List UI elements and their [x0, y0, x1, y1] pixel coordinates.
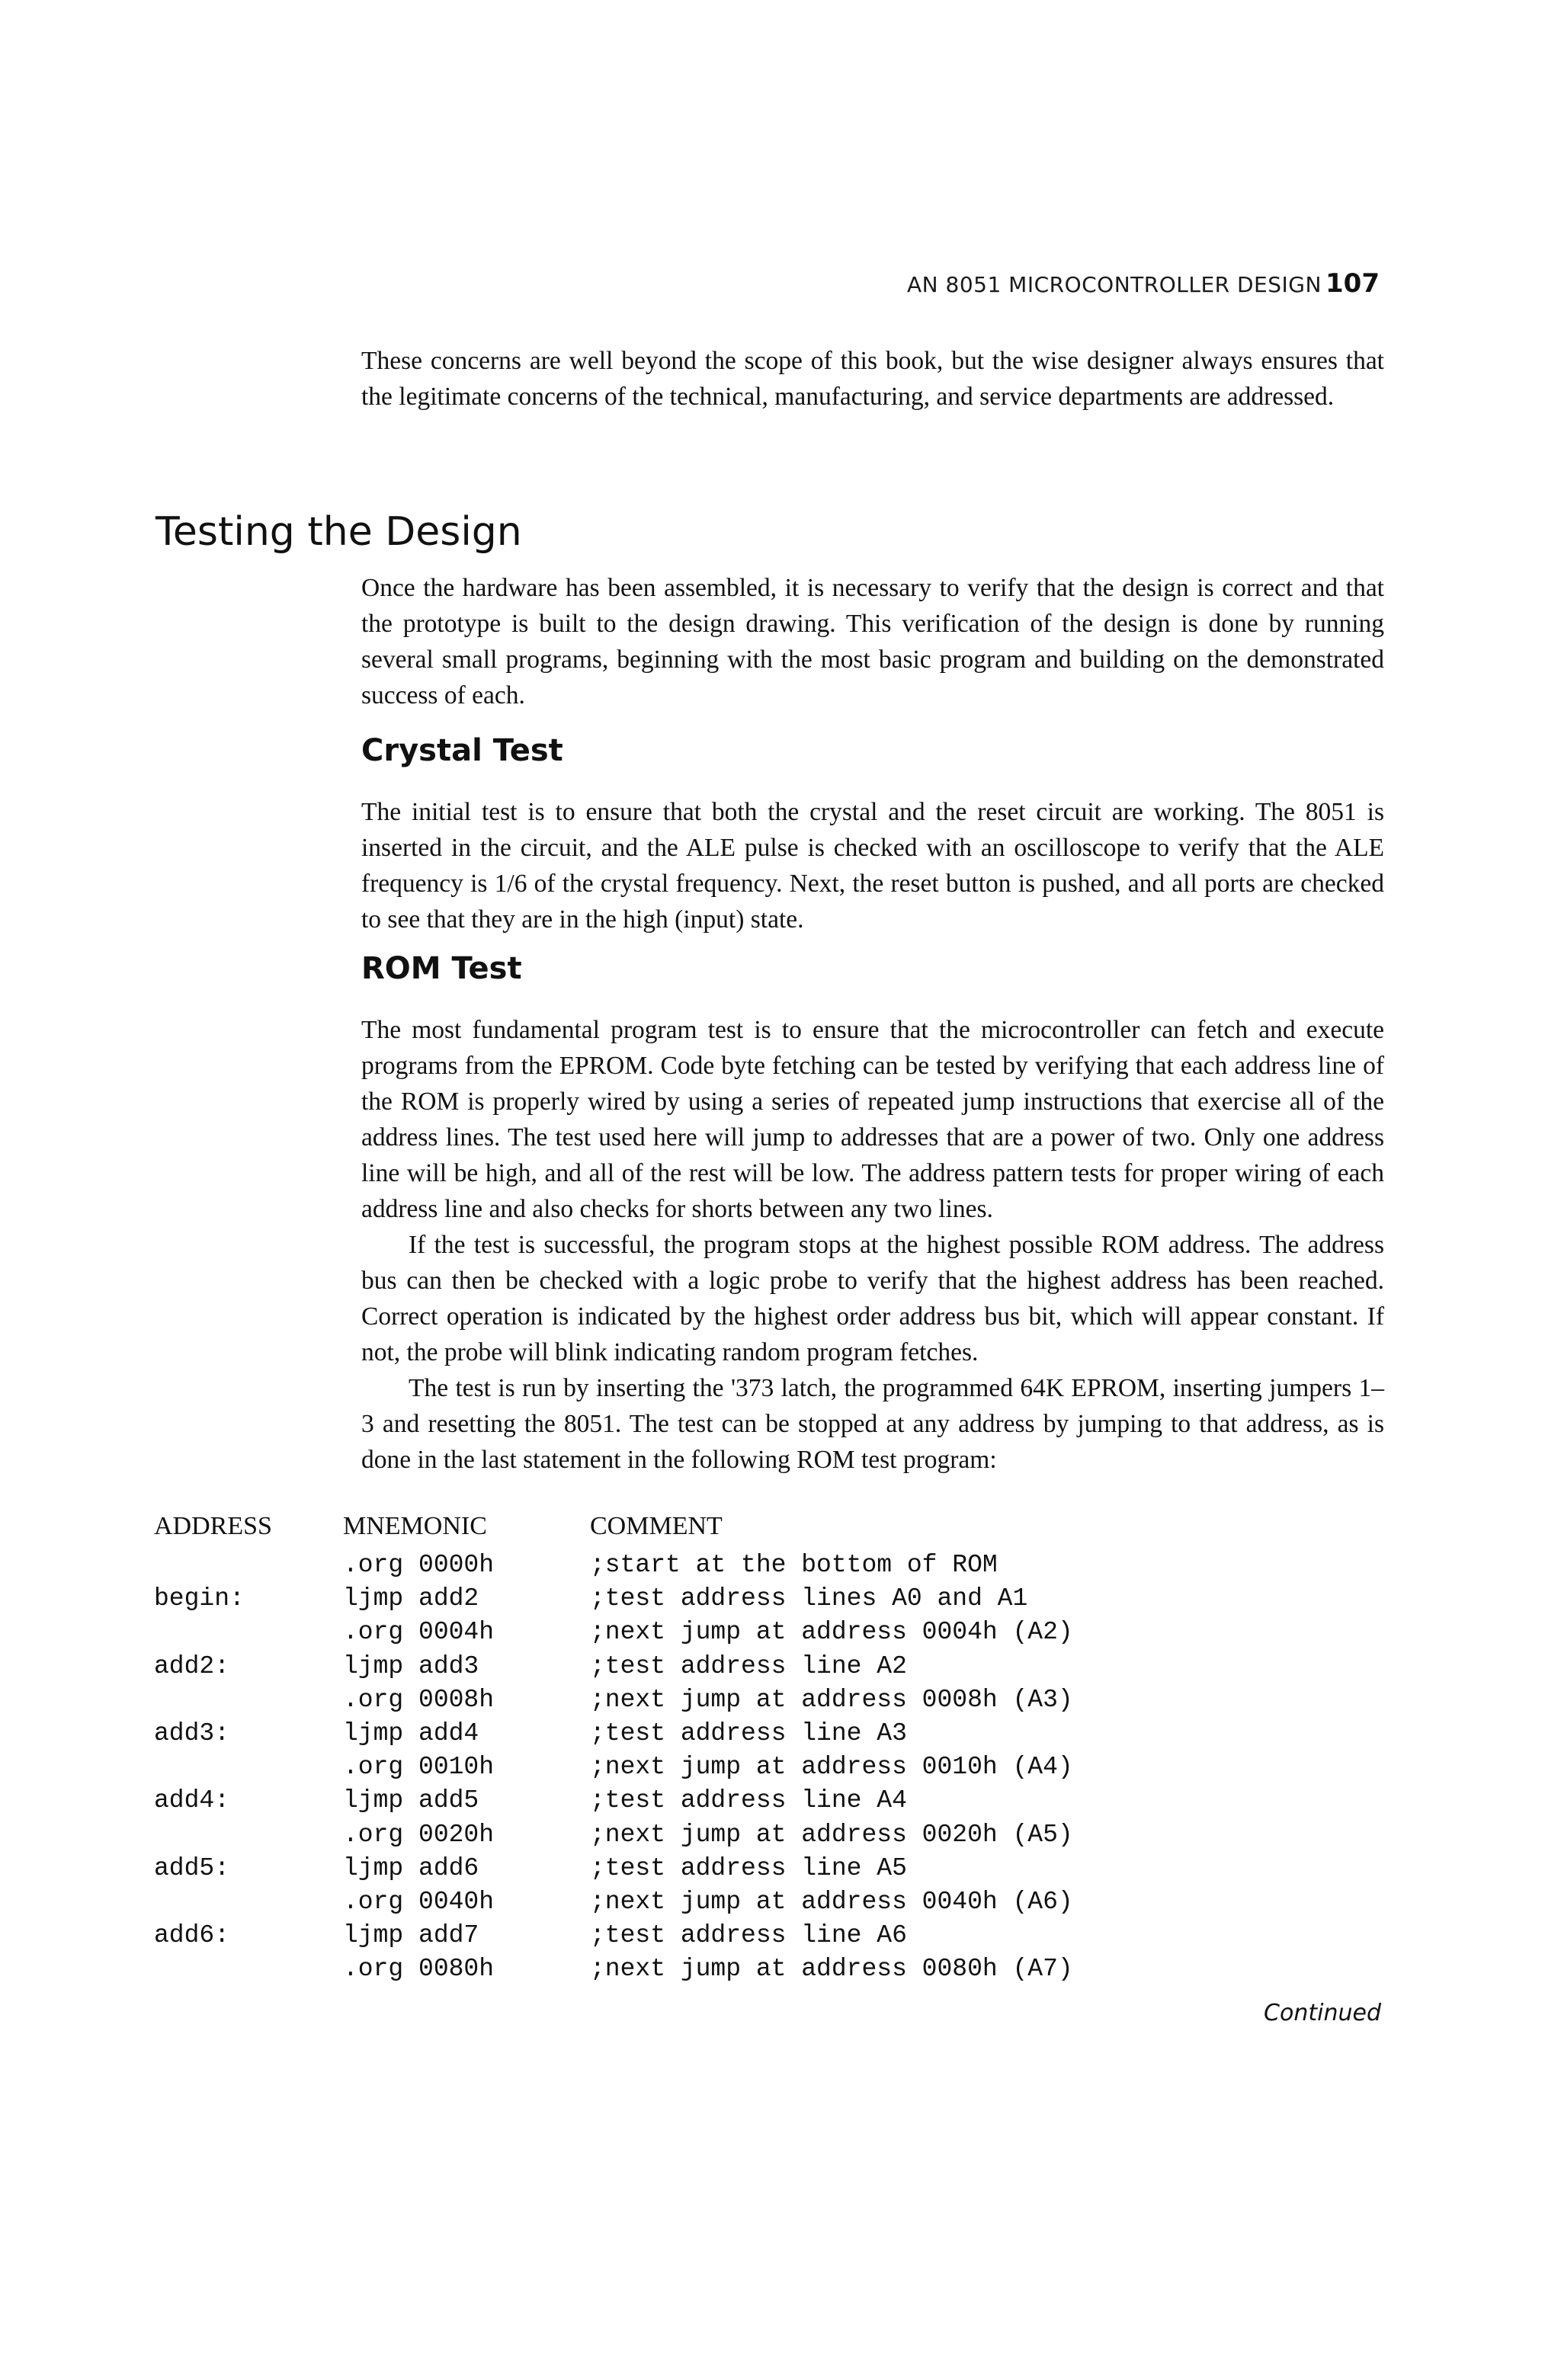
code-address: add2:	[154, 1651, 230, 1680]
code-row	[152, 1885, 1387, 1919]
code-mnemonic: ljmp add6	[343, 1853, 479, 1882]
code-row	[152, 1818, 1387, 1852]
page-number: 107	[1325, 268, 1380, 299]
code-comment: ;test address line A3	[590, 1719, 907, 1747]
code-comment: ;test address line A5	[590, 1853, 907, 1882]
code-mnemonic: .org 0004h	[343, 1618, 495, 1647]
rom-test-paragraph-3: The test is run by inserting the '373 latch, the programmed 64K EPROM, inserting jumpers 1–3 and resetting the 8051. The test can be stopped at any address by jumping to that address, as is done in the last statement in the following ROM test program:	[361, 1374, 1384, 1474]
code-comment: ;next jump at address 0010h (A4)	[590, 1753, 1073, 1782]
code-row	[152, 1784, 1387, 1818]
code-mnemonic: .org 0008h	[343, 1685, 495, 1714]
code-comment: ;test address line A2	[590, 1651, 907, 1680]
code-row	[152, 1852, 1387, 1885]
code-comment: ;next jump at address 0004h (A2)	[590, 1618, 1073, 1647]
mnemonic-column-header: MNEMONIC	[343, 1512, 487, 1540]
code-mnemonic: .org 0020h	[343, 1820, 495, 1849]
code-row	[152, 1919, 1387, 1952]
crystal-test-paragraph: The initial test is to ensure that both the crystal and the reset circuit are working. The 8051 is inserted in the circuit, and the ALE pulse is checked with an oscilloscope to verify that the ALE frequency is 1/6 of the crystal frequency. Next, the reset button is pushed, and all ports are checked to see that they are in the high (input) state.	[361, 798, 1384, 934]
rom-test-title: ROM Test	[361, 951, 522, 986]
code-row	[152, 1650, 1387, 1683]
code-comment: ;next jump at address 0080h (A7)	[590, 1955, 1073, 1984]
code-comment: ;next jump at address 0040h (A6)	[590, 1887, 1073, 1916]
code-mnemonic: .org 0080h	[343, 1955, 495, 1984]
rom-test-paragraph-2: If the test is successful, the program stops at the highest possible ROM address. The address bus can then be checked with a logic probe to verify that the highest address has been reached. Correct operation is indicated by the highest order address bus bit, which will appear constant. If not, the probe will blink indicating random program fetches.	[361, 1231, 1384, 1366]
code-comment: ;next jump at address 0020h (A5)	[590, 1820, 1073, 1849]
running-header	[907, 268, 1380, 299]
comment-column-header: COMMENT	[590, 1512, 723, 1540]
code-address: add6:	[154, 1921, 230, 1950]
rom-test-program	[152, 1512, 1387, 1986]
code-address: add5:	[154, 1853, 230, 1882]
code-row	[152, 1683, 1387, 1717]
code-mnemonic: .org 0000h	[343, 1551, 495, 1579]
program-column-headers	[152, 1512, 1387, 1549]
code-mnemonic: .org 0040h	[343, 1887, 495, 1916]
code-comment: ;start at the bottom of ROM	[590, 1551, 998, 1579]
code-mnemonic: .org 0010h	[343, 1753, 495, 1782]
continued-note: Continued	[1264, 2000, 1381, 2026]
code-row	[152, 1549, 1387, 1582]
code-comment: ;test address line A6	[590, 1921, 907, 1950]
section-title: Testing the Design	[155, 509, 522, 555]
code-row	[152, 1952, 1387, 1986]
crystal-test-title: Crystal Test	[361, 733, 563, 768]
code-mnemonic: ljmp add4	[343, 1719, 479, 1747]
code-row	[152, 1616, 1387, 1649]
code-row	[152, 1582, 1387, 1616]
intro-paragraph: These concerns are well beyond the scope of this book, but the wise designer always ensures that the legitimate concerns of the technical, manufacturing, and service departments are addressed.	[361, 347, 1384, 411]
code-address: begin:	[154, 1584, 245, 1613]
section-paragraph: Once the hardware has been assembled, it is necessary to verify that the design is correct and that the prototype is built to the design drawing. This verification of the design is done by running several small programs, beginning with the most basic program and building on the demonstrated success of each.	[361, 574, 1384, 710]
rom-test-paragraph-1: The most fundamental program test is to ensure that the microcontroller can fetch and execute programs from the EPROM. Code byte fetching can be tested by verifying that each address line of the ROM is properly wired by using a series of repeated jump instructions that exercise all of the address lines. The test used here will jump to addresses that are a power of two. Only one address line will be high, and all of the rest will be low. The address pattern tests for proper wiring of each address line and also checks for shorts between any two lines.	[361, 1016, 1384, 1223]
running-head: AN 8051 MICROCONTROLLER DESIGN	[907, 272, 1322, 297]
code-address: add4:	[154, 1786, 230, 1815]
code-row	[152, 1717, 1387, 1751]
code-row	[152, 1751, 1387, 1784]
address-column-header: ADDRESS	[154, 1512, 272, 1540]
code-mnemonic: ljmp add2	[343, 1584, 479, 1613]
code-mnemonic: ljmp add5	[343, 1786, 479, 1815]
code-comment: ;test address line A4	[590, 1786, 907, 1815]
code-mnemonic: ljmp add3	[343, 1651, 479, 1680]
code-comment: ;next jump at address 0008h (A3)	[590, 1685, 1073, 1714]
code-address: add3:	[154, 1719, 230, 1747]
code-mnemonic: ljmp add7	[343, 1921, 479, 1950]
rom-test-body	[361, 1012, 1384, 1478]
code-comment: ;test address lines A0 and A1	[590, 1584, 1028, 1613]
